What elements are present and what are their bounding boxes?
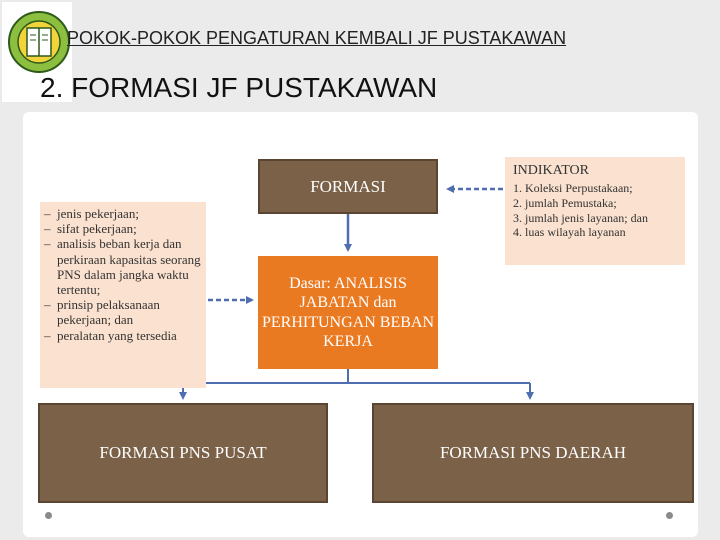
slide-title: 2. FORMASI JF PUSTAKAWAN <box>40 72 438 103</box>
criteria-item: – prinsip pelaksanaan pekerjaan; dan <box>44 297 202 327</box>
indikator-item: 3. jumlah jenis layanan; dan <box>513 210 648 225</box>
dasar-label: Dasar: ANALISIS JABATAN dan PERHITUNGAN BEBAN KERJA <box>262 275 434 350</box>
indikator-item: 1. Koleksi Perpustakaan; <box>513 181 633 196</box>
indikator-list <box>513 181 677 240</box>
criteria-list-box <box>40 202 206 388</box>
criteria-list <box>44 206 202 343</box>
indikator-item: 2. jumlah Pemustaka; <box>513 195 617 210</box>
decorative-dot-left <box>45 512 52 519</box>
indikator-heading: INDIKATOR <box>513 163 589 178</box>
formasi-pns-daerah-box: FORMASI PNS DAERAH <box>372 403 694 503</box>
criteria-item: – sifat pekerjaan; <box>44 221 202 236</box>
indikator-box <box>505 157 685 265</box>
criteria-item: – jenis pekerjaan; <box>44 206 202 221</box>
dasar-box <box>258 256 438 369</box>
decorative-dot-right <box>666 512 673 519</box>
slide-subtitle: POKOK-POKOK PENGATURAN KEMBALI JF PUSTAKAWAN <box>67 28 567 48</box>
criteria-item: – analisis beban kerja dan perkiraan kapasitas seorang PNS dalam jangka waktu tertentu; <box>44 236 202 297</box>
criteria-item: – peralatan yang tersedia <box>44 328 202 343</box>
indikator-item: 4. luas wilayah layanan <box>513 225 626 240</box>
formasi-pns-pusat-box: FORMASI PNS PUSAT <box>38 403 328 503</box>
formasi-box: FORMASI <box>258 159 438 214</box>
